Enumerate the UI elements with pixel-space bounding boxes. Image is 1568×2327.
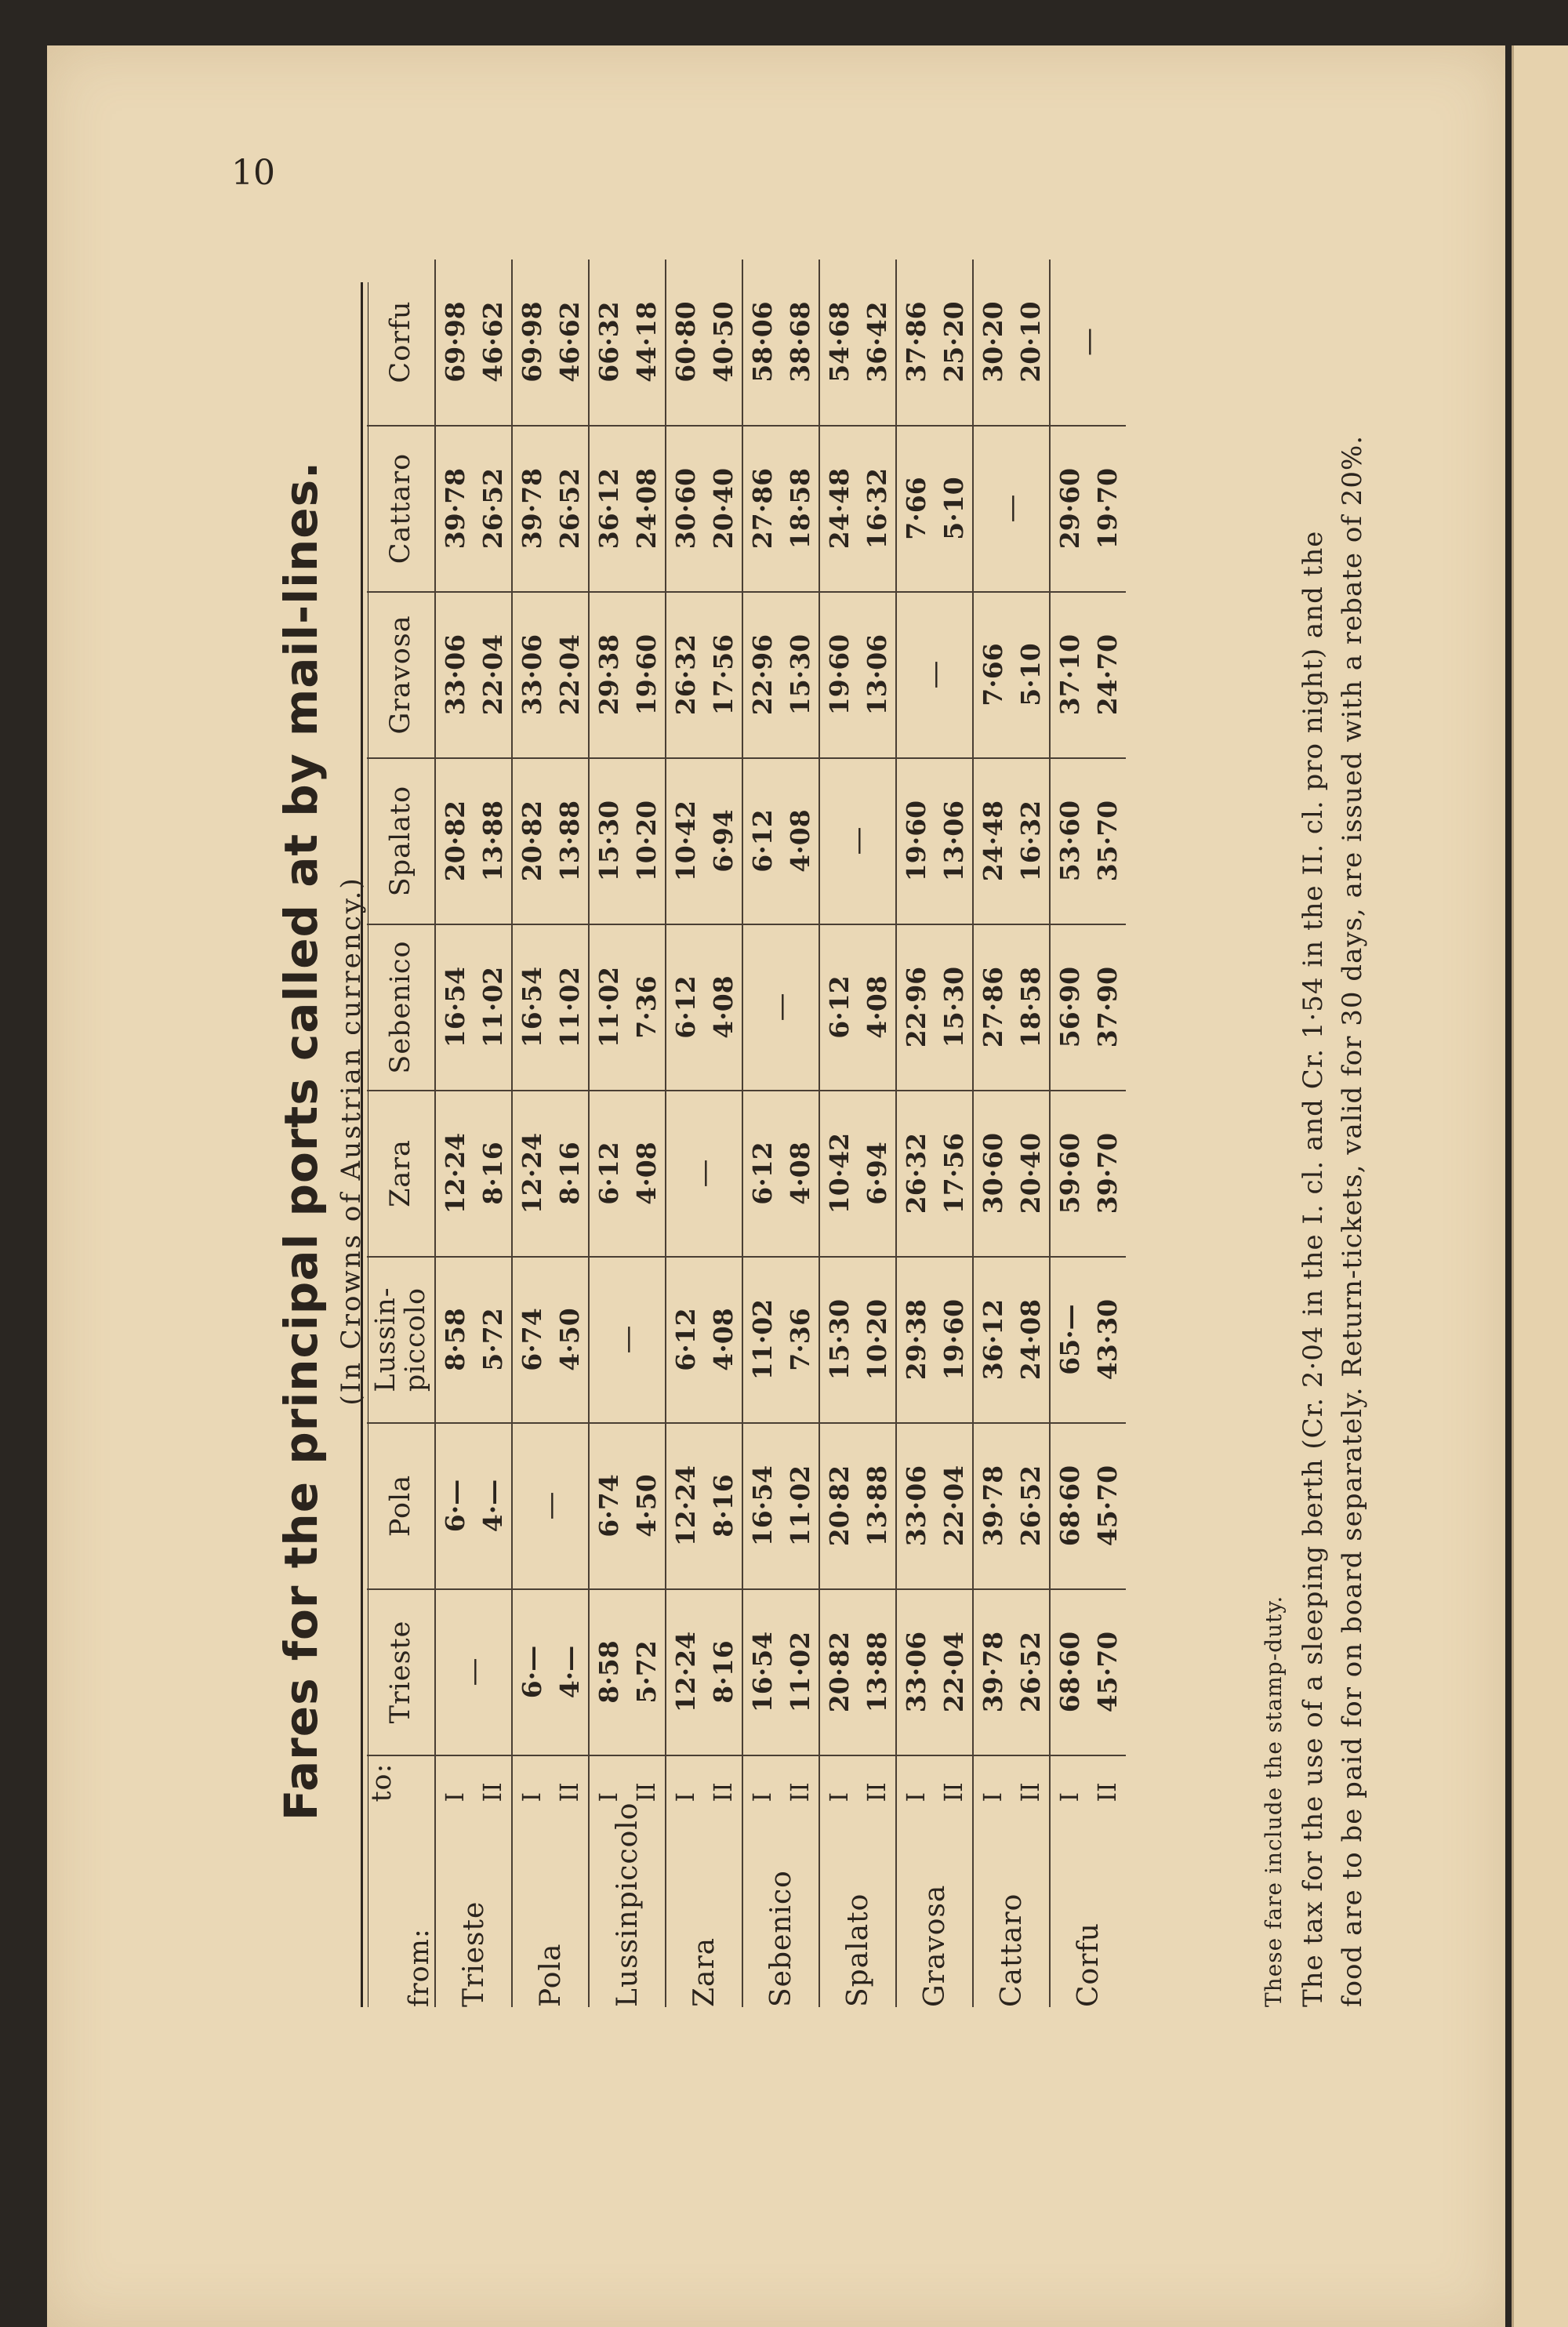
fare-cell: 15·30 xyxy=(781,592,819,758)
fare-cell: 15·30 xyxy=(589,758,627,924)
fare-cell: 6·— xyxy=(512,1589,550,1755)
fare-cell-none: — xyxy=(435,1589,512,1755)
fare-cell: 6·12 xyxy=(666,924,704,1091)
fare-cell: 8·16 xyxy=(474,1091,512,1257)
fare-cell: 69·98 xyxy=(512,260,550,426)
fare-cell: 15·30 xyxy=(819,1257,858,1423)
fare-cell: 5·10 xyxy=(935,426,973,592)
class-label: I xyxy=(670,1792,700,1802)
fare-cell: 36·12 xyxy=(589,426,627,592)
fare-cell: 29·38 xyxy=(896,1257,935,1423)
fare-cell: 27·86 xyxy=(973,924,1011,1091)
page-subtitle: (In Crowns of Austrian currency.) xyxy=(336,876,367,1406)
fare-cell: 10·42 xyxy=(819,1091,858,1257)
fare-cell: 6·12 xyxy=(666,1257,704,1423)
fare-row-spalato-class-i xyxy=(819,260,858,2007)
origin-port: Cattaro xyxy=(995,1893,1028,2007)
fare-cell-none: — xyxy=(819,758,896,924)
fare-cell: 11·02 xyxy=(550,924,589,1091)
fare-cell: 4·— xyxy=(550,1589,589,1755)
fare-cell: 13·06 xyxy=(935,758,973,924)
class-label: II xyxy=(938,1782,968,1802)
fare-cell: 5·72 xyxy=(627,1589,666,1755)
fare-cell: 37·10 xyxy=(1050,592,1088,758)
fare-cell: 19·70 xyxy=(1088,426,1126,592)
class-label: II xyxy=(1015,1782,1045,1802)
fare-cell: 22·04 xyxy=(935,1589,973,1755)
fare-row-corfu-class-i xyxy=(1050,260,1088,2007)
fare-cell: 6·74 xyxy=(512,1257,550,1423)
fare-cell: 26·32 xyxy=(666,592,704,758)
fare-cell: 46·62 xyxy=(550,260,589,426)
fare-cell: 4·50 xyxy=(627,1423,666,1589)
fare-cell: 7·36 xyxy=(781,1257,819,1423)
fare-cell: 4·08 xyxy=(781,758,819,924)
fare-cell: 59·60 xyxy=(1050,1091,1088,1257)
fare-cell: 6·94 xyxy=(704,758,742,924)
fare-cell: 5·10 xyxy=(1011,592,1050,758)
fare-row-lussinpiccolo-class-i xyxy=(589,260,627,2007)
fare-row-gravosa-class-ii xyxy=(935,260,973,2007)
fare-cell: 24·48 xyxy=(973,758,1011,924)
fare-cell: 12·24 xyxy=(512,1091,550,1257)
fare-cell-none: — xyxy=(742,924,819,1091)
fare-cell: 26·52 xyxy=(474,426,512,592)
fare-cell: 25·20 xyxy=(935,260,973,426)
fare-cell: 8·58 xyxy=(435,1257,474,1423)
fare-cell: 68·60 xyxy=(1050,1423,1088,1589)
fare-cell: 20·10 xyxy=(1011,260,1050,426)
fare-cell: 8·16 xyxy=(704,1423,742,1589)
fare-cell: 6·12 xyxy=(742,758,781,924)
fare-cell: 43·30 xyxy=(1088,1257,1126,1423)
fare-cell: 16·54 xyxy=(742,1423,781,1589)
origin-port: Zara xyxy=(688,1937,720,2007)
fare-cell: 19·60 xyxy=(819,592,858,758)
to-label: to: xyxy=(367,1755,435,1802)
fare-cell: 46·62 xyxy=(474,260,512,426)
fare-cell: 39·70 xyxy=(1088,1091,1126,1257)
table-header-row xyxy=(367,260,435,2007)
fare-cell: 29·60 xyxy=(1050,426,1088,592)
fare-cell: 30·60 xyxy=(666,426,704,592)
fare-cell: 19·60 xyxy=(935,1257,973,1423)
fare-cell: 39·78 xyxy=(435,426,474,592)
fare-cell: 18·58 xyxy=(1011,924,1050,1091)
fare-cell: 66·32 xyxy=(589,260,627,426)
fare-cell: 17·56 xyxy=(935,1091,973,1257)
fare-cell: 4·08 xyxy=(627,1091,666,1257)
fare-cell: 4·08 xyxy=(704,924,742,1091)
fare-cell: 16·54 xyxy=(512,924,550,1091)
fare-cell: 24·48 xyxy=(819,426,858,592)
fare-cell: 20·82 xyxy=(819,1589,858,1755)
fare-cell: 13·88 xyxy=(550,758,589,924)
class-label: II xyxy=(1092,1782,1122,1802)
fare-cell: 58·06 xyxy=(742,260,781,426)
fare-cell: 7·36 xyxy=(627,924,666,1091)
fare-cell: 60·80 xyxy=(666,260,704,426)
fare-cell: 65·— xyxy=(1050,1257,1088,1423)
fare-cell: 22·04 xyxy=(474,592,512,758)
fare-cell: 36·12 xyxy=(973,1257,1011,1423)
fare-cell: 11·02 xyxy=(474,924,512,1091)
fare-cell: 26·52 xyxy=(550,426,589,592)
origin-port: Lussinpiccolo xyxy=(611,1802,644,2007)
fare-cell: 17·56 xyxy=(704,592,742,758)
fare-cell: 30·60 xyxy=(973,1091,1011,1257)
class-label: I xyxy=(517,1792,546,1802)
fare-cell: 15·30 xyxy=(935,924,973,1091)
fare-cell: 20·82 xyxy=(512,758,550,924)
fare-cell: 19·60 xyxy=(627,592,666,758)
origin-port: Corfu xyxy=(1072,1922,1105,2007)
fare-cell: 33·06 xyxy=(896,1423,935,1589)
class-label: I xyxy=(901,1792,931,1802)
origin-port: Trieste xyxy=(457,1900,490,2007)
fare-cell: 33·06 xyxy=(512,592,550,758)
fare-cell: 33·06 xyxy=(435,592,474,758)
fare-row-cattaro-class-i xyxy=(973,260,1011,2007)
class-label: II xyxy=(785,1782,815,1802)
fare-cell: 37·86 xyxy=(896,260,935,426)
fare-cell: 4·08 xyxy=(781,1091,819,1257)
class-label: II xyxy=(862,1782,891,1802)
fare-cell: 22·04 xyxy=(550,592,589,758)
fare-cell: 26·52 xyxy=(1011,1589,1050,1755)
from-label: from: xyxy=(367,1802,435,2007)
fare-cell: 36·42 xyxy=(858,260,896,426)
fare-cell: 22·96 xyxy=(896,924,935,1091)
fare-row-trieste-class-i xyxy=(435,260,474,2007)
fare-cell: 7·66 xyxy=(973,592,1011,758)
fare-cell-none: — xyxy=(666,1091,742,1257)
fare-cell: 38·68 xyxy=(781,260,819,426)
fare-cell: 68·60 xyxy=(1050,1589,1088,1755)
fare-cell: 4·— xyxy=(474,1423,512,1589)
fare-row-pola-class-i xyxy=(512,260,550,2007)
class-label: I xyxy=(747,1792,777,1802)
fare-cell: 8·58 xyxy=(589,1589,627,1755)
fare-row-pola-class-ii xyxy=(550,260,589,2007)
fare-cell: 4·08 xyxy=(858,924,896,1091)
fare-cell-none: — xyxy=(1050,260,1126,426)
fare-cell: 56·90 xyxy=(1050,924,1088,1091)
fare-cell: 20·40 xyxy=(704,426,742,592)
fare-cell: 39·78 xyxy=(973,1423,1011,1589)
fare-cell: 54·68 xyxy=(819,260,858,426)
origin-port: Gravosa xyxy=(918,1884,951,2007)
food-return-note: food are to be paid for on board separately. Return-tickets, valid for 30 days, are issued with a rebate of 20%. xyxy=(1337,434,1368,2007)
fare-cell: 16·54 xyxy=(742,1589,781,1755)
fare-cell: 69·98 xyxy=(435,260,474,426)
fare-cell: 12·24 xyxy=(435,1091,474,1257)
fare-cell: 35·70 xyxy=(1088,758,1126,924)
fare-cell: 27·86 xyxy=(742,426,781,592)
fare-cell: 24·08 xyxy=(1011,1257,1050,1423)
fare-cell-none: — xyxy=(512,1423,589,1589)
dest-header-spalato: Spalato xyxy=(367,758,435,924)
dest-header-lussinpiccolo: Lussin-piccolo xyxy=(367,1257,435,1423)
fare-row-spalato-class-ii xyxy=(858,260,896,2007)
fare-cell: 16·54 xyxy=(435,924,474,1091)
fare-cell: 10·20 xyxy=(627,758,666,924)
fare-cell: 22·96 xyxy=(742,592,781,758)
fare-cell: 24·08 xyxy=(627,426,666,592)
fare-cell: 20·82 xyxy=(819,1423,858,1589)
fare-row-lussinpiccolo-class-ii xyxy=(627,260,666,2007)
dest-header-pola: Pola xyxy=(367,1423,435,1589)
fare-table xyxy=(367,260,1126,2007)
fare-cell: 12·24 xyxy=(666,1423,704,1589)
fare-row-zara-class-i xyxy=(666,260,704,2007)
class-label: II xyxy=(708,1782,738,1802)
fare-cell-none: — xyxy=(896,592,973,758)
fare-cell: 20·82 xyxy=(435,758,474,924)
fare-cell: 13·06 xyxy=(858,592,896,758)
dest-header-gravosa: Gravosa xyxy=(367,592,435,758)
fare-cell: 11·02 xyxy=(589,924,627,1091)
page-title: Fares for the principal ports called at by mail-lines. xyxy=(274,460,328,1821)
footnotes xyxy=(1254,282,1372,2007)
fare-cell-none: — xyxy=(973,426,1050,592)
fare-table-body xyxy=(435,260,1126,2007)
fare-cell: 29·38 xyxy=(589,592,627,758)
dest-header-sebenico: Sebenico xyxy=(367,924,435,1091)
fare-cell: 37·90 xyxy=(1088,924,1126,1091)
class-label: I xyxy=(593,1792,623,1802)
class-label: II xyxy=(477,1782,507,1802)
fare-cell: 6·12 xyxy=(589,1091,627,1257)
dest-header-trieste: Trieste xyxy=(367,1589,435,1755)
fare-cell: 26·52 xyxy=(1011,1423,1050,1589)
rotated-content xyxy=(274,243,1388,2038)
fare-cell: 20·40 xyxy=(1011,1091,1050,1257)
page-number: 10 xyxy=(231,153,275,193)
fare-cell: 6·— xyxy=(435,1423,474,1589)
fare-cell: 44·18 xyxy=(627,260,666,426)
fare-cell: 5·72 xyxy=(474,1257,512,1423)
stamp-duty-note: These fare include the stamp-duty. xyxy=(1261,1595,1287,2007)
class-label: II xyxy=(631,1782,661,1802)
fare-cell: 39·78 xyxy=(973,1589,1011,1755)
fare-cell: 6·12 xyxy=(819,924,858,1091)
fare-cell-none: — xyxy=(589,1257,666,1423)
fare-cell: 45·70 xyxy=(1088,1589,1126,1755)
dest-header-zara: Zara xyxy=(367,1091,435,1257)
fare-cell: 11·02 xyxy=(781,1589,819,1755)
sleeping-berth-note: The tax for the use of a sleeping berth (Cr. 2·04 in the I. cl. and Cr. 1·54 in the II. cl. pro night) and the xyxy=(1298,530,1329,2007)
fare-cell: 26·32 xyxy=(896,1091,935,1257)
fare-cell: 11·02 xyxy=(742,1257,781,1423)
fare-row-gravosa-class-i xyxy=(896,260,935,2007)
origin-port: Sebenico xyxy=(764,1870,797,2007)
fare-cell: 16·32 xyxy=(1011,758,1050,924)
origin-port: Pola xyxy=(534,1943,567,2007)
fare-cell: 4·50 xyxy=(550,1257,589,1423)
fare-cell: 45·70 xyxy=(1088,1423,1126,1589)
origin-port: Spalato xyxy=(841,1893,874,2007)
fare-cell: 7·66 xyxy=(896,426,935,592)
fare-cell: 8·16 xyxy=(704,1589,742,1755)
fare-cell: 11·02 xyxy=(781,1423,819,1589)
fare-cell: 16·32 xyxy=(858,426,896,592)
class-label: I xyxy=(824,1792,854,1802)
dest-header-cattaro: Cattaro xyxy=(367,426,435,592)
fare-cell: 4·08 xyxy=(704,1257,742,1423)
fare-cell: 22·04 xyxy=(935,1423,973,1589)
fare-cell: 18·58 xyxy=(781,426,819,592)
fare-cell: 10·20 xyxy=(858,1257,896,1423)
fare-cell: 6·74 xyxy=(589,1423,627,1589)
fare-cell: 12·24 xyxy=(666,1589,704,1755)
dest-header-corfu: Corfu xyxy=(367,260,435,426)
fare-cell: 24·70 xyxy=(1088,592,1126,758)
class-label: I xyxy=(978,1792,1007,1802)
fare-cell: 13·88 xyxy=(858,1589,896,1755)
fare-cell: 6·94 xyxy=(858,1091,896,1257)
next-page-edge xyxy=(1512,45,1568,2327)
fare-row-sebenico-class-ii xyxy=(781,260,819,2007)
fare-cell: 10·42 xyxy=(666,758,704,924)
fare-cell: 19·60 xyxy=(896,758,935,924)
fare-cell: 39·78 xyxy=(512,426,550,592)
fare-row-sebenico-class-i xyxy=(742,260,781,2007)
class-label: I xyxy=(440,1792,470,1802)
fare-cell: 8·16 xyxy=(550,1091,589,1257)
fare-cell: 40·50 xyxy=(704,260,742,426)
fare-cell: 13·88 xyxy=(858,1423,896,1589)
fare-row-corfu-class-ii xyxy=(1088,260,1126,2007)
fare-cell: 6·12 xyxy=(742,1091,781,1257)
fare-cell: 33·06 xyxy=(896,1589,935,1755)
fare-cell: 30·20 xyxy=(973,260,1011,426)
fare-cell: 53·60 xyxy=(1050,758,1088,924)
fare-cell: 13·88 xyxy=(474,758,512,924)
class-label: II xyxy=(554,1782,584,1802)
class-label: I xyxy=(1054,1792,1084,1802)
